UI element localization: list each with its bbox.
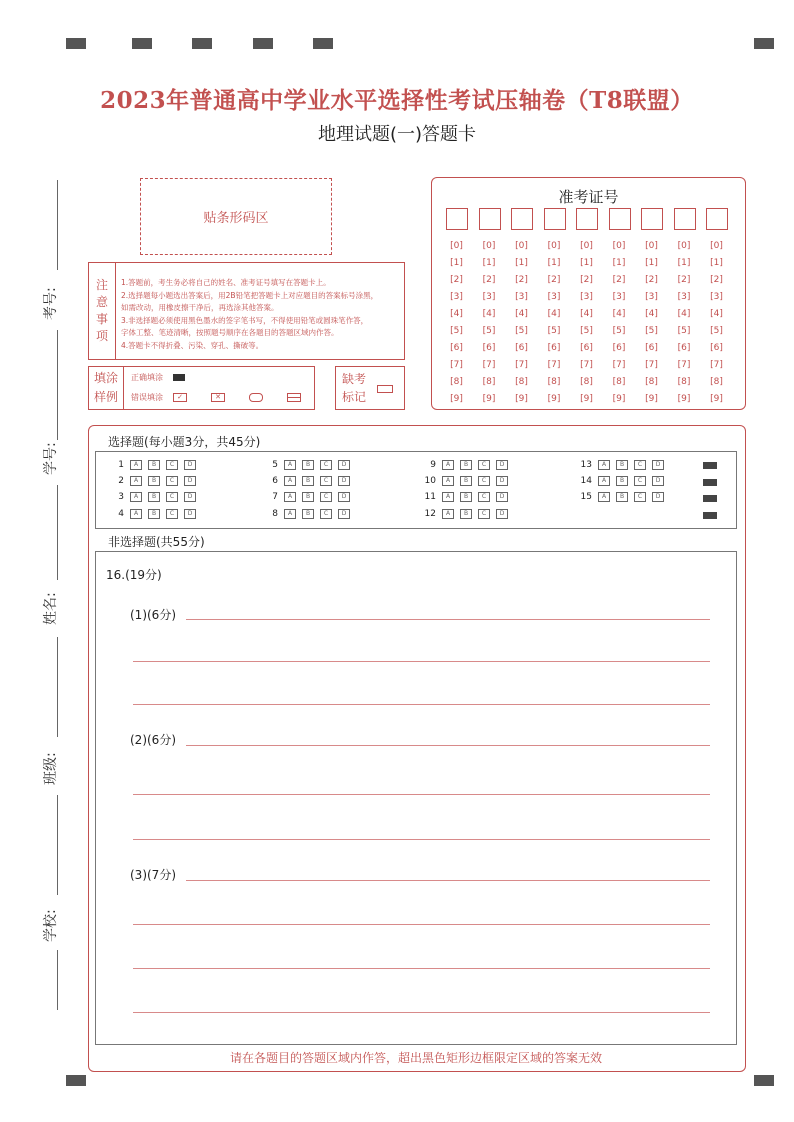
exam-digit-bubble[interactable]: [3] [547,292,561,302]
exam-digit-bubble[interactable]: [6] [580,343,593,353]
exam-number-write-box[interactable] [641,208,663,230]
exam-digit-bubble[interactable]: [5] [677,326,691,336]
option-bubble[interactable]: D [496,460,508,470]
subquestion-1-label: (1)(6分) [130,608,176,622]
fill-sample-heading: 填涂 样例 [89,367,124,409]
option-bubble[interactable]: A [442,509,454,519]
barcode-area [140,178,332,255]
question-number: 12 [424,509,436,519]
exam-digit-bubble[interactable]: [3] [612,292,626,302]
exam-digit-bubble[interactable]: [5] [580,326,593,336]
exam-digit-bubble[interactable]: [4] [612,309,626,319]
side-field-line [57,950,58,1010]
option-bubble[interactable]: C [166,492,178,502]
exam-digit-bubble[interactable]: [8] [580,377,593,387]
option-bubble[interactable]: B [616,460,628,470]
choice-question-row [108,492,202,502]
option-bubble[interactable]: D [338,476,350,486]
choice-question-row [420,476,514,486]
exam-digit-bubble[interactable]: [8] [450,377,463,387]
choice-question-row [262,509,356,519]
option-bubble[interactable]: B [616,476,628,486]
side-label-name: 姓名: [43,592,59,625]
nonchoice-answer-area [95,551,737,1045]
exam-digit-bubble[interactable]: [5] [612,326,626,336]
exam-digit-bubble[interactable]: [4] [515,309,528,319]
question-number: 7 [272,492,278,502]
choice-question-row [420,492,514,502]
answer-line[interactable] [186,880,710,881]
notice-box [88,262,405,360]
option-bubble[interactable]: D [184,460,196,470]
option-bubble[interactable]: B [460,460,472,470]
answer-line[interactable] [133,968,710,969]
choice-question-row [262,492,356,502]
exam-digit-bubble[interactable]: [7] [612,360,626,370]
exam-digit-bubble[interactable]: [1] [547,258,561,268]
option-bubble[interactable]: A [598,460,610,470]
exam-digit-bubble[interactable]: [3] [710,292,723,302]
timing-mark [754,1075,774,1086]
exam-digit-bubble[interactable]: [2] [645,275,658,285]
nonchoice-section-title: 非选择题(共55分) [108,535,205,549]
exam-number-write-box[interactable] [706,208,728,230]
option-bubble[interactable]: A [130,492,142,502]
exam-digit-bubble[interactable]: [1] [710,258,723,268]
answer-line[interactable] [133,1012,710,1013]
timing-block [703,462,717,469]
subquestion-3-label: (3)(7分) [130,868,176,882]
exam-digit-bubble[interactable]: [2] [677,275,691,285]
option-bubble[interactable]: D [496,476,508,486]
exam-digit-bubble[interactable]: [6] [677,343,691,353]
choice-question-row [420,509,514,519]
answer-line[interactable] [133,839,710,840]
wrong-fill-row: 错误填涂 ✓ ✕ [131,392,301,403]
side-field-line [57,637,58,737]
question-number: 13 [580,460,592,470]
exam-digit-bubble[interactable]: [1] [482,258,496,268]
exam-digit-bubble[interactable]: [0] [580,241,593,251]
exam-digit-bubble[interactable]: [4] [547,309,561,319]
option-bubble[interactable]: B [460,476,472,486]
absent-label: 缺考 标记 [342,372,367,404]
option-bubble[interactable]: B [302,476,314,486]
side-field-line [57,485,58,580]
option-bubble[interactable]: D [652,476,664,486]
exam-digit-bubble[interactable]: [3] [677,292,691,302]
exam-digit-bubble[interactable]: [6] [482,343,496,353]
option-bubble[interactable]: C [320,509,332,519]
choice-question-row [576,492,670,502]
exam-number-write-box[interactable] [511,208,533,230]
exam-digit-bubble[interactable]: [3] [450,292,463,302]
exam-digit-bubble[interactable]: [5] [450,326,463,336]
timing-mark [66,1075,86,1086]
exam-digit-bubble[interactable]: [3] [482,292,496,302]
choice-question-row [108,476,202,486]
side-field-line [57,795,58,895]
option-bubble[interactable]: C [478,460,490,470]
option-bubble[interactable]: A [130,509,142,519]
answer-line[interactable] [133,794,710,795]
question-number: 6 [272,476,278,486]
exam-digit-bubble[interactable]: [7] [645,360,658,370]
option-bubble[interactable]: D [338,509,350,519]
exam-digit-bubble[interactable]: [0] [482,241,496,251]
exam-number-write-box[interactable] [479,208,501,230]
exam-digit-bubble[interactable]: [7] [710,360,723,370]
exam-digit-bubble[interactable]: [0] [450,241,463,251]
option-bubble[interactable]: B [148,460,160,470]
answer-line[interactable] [186,745,710,746]
exam-digit-bubble[interactable]: [6] [450,343,463,353]
exam-digit-bubble[interactable]: [7] [482,360,496,370]
option-bubble[interactable]: C [634,492,646,502]
exam-digit-bubble[interactable]: [8] [645,377,658,387]
timing-mark [754,38,774,49]
option-bubble[interactable]: D [496,492,508,502]
exam-digit-bubble[interactable]: [9] [612,394,626,404]
exam-digit-bubble[interactable]: [4] [710,309,723,319]
option-bubble[interactable]: C [478,509,490,519]
option-bubble[interactable]: A [442,476,454,486]
option-bubble[interactable]: A [598,492,610,502]
exam-digit-bubble[interactable]: [8] [612,377,626,387]
exam-digit-bubble[interactable]: [9] [677,394,691,404]
exam-digit-bubble[interactable]: [3] [580,292,593,302]
option-bubble[interactable]: C [320,492,332,502]
option-bubble[interactable]: C [634,476,646,486]
exam-digit-bubble[interactable]: [5] [645,326,658,336]
exam-digit-bubble[interactable]: [9] [450,394,463,404]
timing-block [703,479,717,486]
absent-checkbox[interactable] [377,385,393,393]
exam-number-column [576,208,598,408]
option-bubble[interactable]: D [184,509,196,519]
exam-digit-bubble[interactable]: [7] [677,360,691,370]
option-bubble[interactable]: A [284,509,296,519]
exam-digit-bubble[interactable]: [4] [482,309,496,319]
option-bubble[interactable]: A [284,460,296,470]
exam-number-write-box[interactable] [544,208,566,230]
exam-digit-bubble[interactable]: [2] [482,275,496,285]
choice-section-title: 选择题(每小题3分，共45分) [108,435,261,449]
page-subtitle: 地理试题(一)答题卡 [317,124,477,145]
exam-digit-bubble[interactable]: [3] [645,292,658,302]
notice-heading: 注 意 事 项 [89,263,116,359]
option-bubble[interactable]: D [496,509,508,519]
choice-question-row [576,460,670,470]
exam-number-title: 准考证号 [558,188,619,206]
exam-digit-bubble[interactable]: [5] [710,326,723,336]
option-bubble[interactable]: C [166,460,178,470]
option-bubble[interactable]: B [460,492,472,502]
exam-digit-bubble[interactable]: [9] [710,394,723,404]
exam-digit-bubble[interactable]: [8] [547,377,561,387]
exam-digit-bubble[interactable]: [3] [515,292,528,302]
option-bubble[interactable]: D [338,460,350,470]
option-bubble[interactable]: B [616,492,628,502]
filled-mark-icon [173,374,185,381]
answer-line[interactable] [133,704,710,705]
exam-digit-bubble[interactable]: [1] [515,258,528,268]
exam-digit-bubble[interactable]: [9] [482,394,496,404]
exam-number-column [479,208,501,408]
exam-digit-bubble[interactable]: [8] [710,377,723,387]
option-bubble[interactable]: A [442,492,454,502]
side-label-class: 班级: [43,752,59,785]
exam-digit-bubble[interactable]: [6] [645,343,658,353]
exam-digit-bubble[interactable]: [7] [547,360,561,370]
question-number: 3 [118,492,124,502]
exam-digit-bubble[interactable]: [0] [677,241,691,251]
answer-line[interactable] [186,619,710,620]
cross-mark-icon: ✕ [211,393,225,402]
exam-digit-bubble[interactable]: [0] [645,241,658,251]
exam-digit-bubble[interactable]: [8] [482,377,496,387]
exam-digit-bubble[interactable]: [1] [677,258,691,268]
exam-number-write-box[interactable] [609,208,631,230]
option-bubble[interactable]: B [148,509,160,519]
question-number: 2 [118,476,124,486]
exam-digit-bubble[interactable]: [1] [645,258,658,268]
exam-digit-bubble[interactable]: [2] [612,275,626,285]
option-bubble[interactable]: A [284,476,296,486]
option-bubble[interactable]: C [634,460,646,470]
exam-number-column [706,208,728,408]
exam-digit-bubble[interactable]: [1] [450,258,463,268]
choice-question-row [262,460,356,470]
footer-warning: 请在各题目的答题区域内作答，超出黑色矩形边框限定区域的答案无效 [229,1051,602,1065]
exam-digit-bubble[interactable]: [9] [515,394,528,404]
exam-number-write-box[interactable] [446,208,468,230]
exam-digit-bubble[interactable]: [9] [645,394,658,404]
check-mark-icon: ✓ [173,393,187,402]
option-bubble[interactable]: C [166,476,178,486]
question-number: 8 [272,509,278,519]
question-number: 4 [118,509,124,519]
option-bubble[interactable]: D [184,492,196,502]
timing-mark [192,38,212,49]
line-mark-icon [287,393,301,402]
fill-sample-box [88,366,315,410]
barcode-label: 贴条形码区 [203,211,269,226]
correct-fill-row: 正确填涂 [131,372,185,383]
exam-digit-bubble[interactable]: [5] [547,326,561,336]
exam-digit-bubble[interactable]: [5] [515,326,528,336]
side-label-school: 学校: [43,909,59,942]
option-bubble[interactable]: B [148,492,160,502]
exam-number-column [674,208,696,408]
side-label-student-no: 学号: [43,442,59,475]
page-title: 2023年普通高中学业水平选择性考试压轴卷（T8联盟） [100,87,694,114]
choice-question-row [108,509,202,519]
exam-digit-bubble[interactable]: [6] [612,343,626,353]
question-number: 1 [118,460,124,470]
question-number: 9 [430,460,436,470]
option-bubble[interactable]: B [148,476,160,486]
exam-digit-bubble[interactable]: [2] [450,275,463,285]
exam-digit-bubble[interactable]: [1] [612,258,626,268]
choice-question-row [420,460,514,470]
exam-number-column [609,208,631,408]
question-number: 15 [580,492,592,502]
partial-mark-icon [249,393,263,402]
option-bubble[interactable]: C [320,476,332,486]
side-label-exam-no: 考号: [43,287,59,320]
choice-question-row [262,476,356,486]
notice-text: 1.答题前，考生务必将自己的姓名、准考证号填写在答题卡上。 2.选择题每小题选出答案后，用2B铅笔把答题卡上对应题目的答案标号涂黑， 如需改动，用橡皮擦干净后，再选涂其他答案。 3.非选择题必须使用黑色墨水的签字笔书写，不得使用铅笔或圆珠笔作答， 字体工整、笔迹清晰，按照题号顺序在各题目的答题区域内作答。 4.答题卡不得折叠、污染、穿孔、撕破等。 [121,278,379,350]
option-bubble[interactable]: C [478,476,490,486]
exam-digit-bubble[interactable]: [4] [450,309,463,319]
exam-digit-bubble[interactable]: [2] [547,275,561,285]
timing-mark [313,38,333,49]
exam-digit-bubble[interactable]: [0] [547,241,561,251]
exam-digit-bubble[interactable]: [4] [645,309,658,319]
option-bubble[interactable]: D [652,460,664,470]
question-16-label: 16.(19分) [106,568,162,582]
exam-digit-bubble[interactable]: [6] [515,343,528,353]
exam-number-column [446,208,468,408]
exam-number-column [544,208,566,408]
choice-question-row [108,460,202,470]
option-bubble[interactable]: B [302,460,314,470]
exam-digit-bubble[interactable]: [9] [580,394,593,404]
option-bubble[interactable]: D [338,492,350,502]
exam-digit-bubble[interactable]: [4] [580,309,593,319]
exam-digit-bubble[interactable]: [4] [677,309,691,319]
exam-digit-bubble[interactable]: [7] [450,360,463,370]
exam-digit-bubble[interactable]: [8] [515,377,528,387]
option-bubble[interactable]: A [442,460,454,470]
exam-number-column [641,208,663,408]
timing-mark [66,38,86,49]
answer-line[interactable] [133,924,710,925]
option-bubble[interactable]: A [284,492,296,502]
option-bubble[interactable]: D [184,476,196,486]
absent-mark-box [335,366,405,410]
option-bubble[interactable]: B [460,509,472,519]
exam-digit-bubble[interactable]: [0] [612,241,626,251]
exam-digit-bubble[interactable]: [2] [710,275,723,285]
exam-digit-bubble[interactable]: [0] [515,241,528,251]
question-number: 10 [424,476,436,486]
subquestion-2-label: (2)(6分) [130,733,176,747]
option-bubble[interactable]: A [598,476,610,486]
exam-number-column [511,208,533,408]
exam-digit-bubble[interactable]: [8] [677,377,691,387]
exam-digit-bubble[interactable]: [7] [580,360,593,370]
timing-block [703,495,717,502]
choice-question-row [576,476,670,486]
option-bubble[interactable]: A [130,476,142,486]
option-bubble[interactable]: C [478,492,490,502]
exam-digit-bubble[interactable]: [9] [547,394,561,404]
exam-digit-bubble[interactable]: [2] [580,275,593,285]
option-bubble[interactable]: B [302,492,314,502]
timing-mark [132,38,152,49]
exam-digit-bubble[interactable]: [7] [515,360,528,370]
exam-digit-bubble[interactable]: [0] [710,241,723,251]
option-bubble[interactable]: A [130,460,142,470]
exam-digit-bubble[interactable]: [6] [710,343,723,353]
option-bubble[interactable]: C [166,509,178,519]
exam-number-write-box[interactable] [576,208,598,230]
side-field-line [57,330,58,440]
exam-digit-bubble[interactable]: [5] [482,326,496,336]
option-bubble[interactable]: D [652,492,664,502]
exam-number-box [431,177,746,410]
side-field-line [57,180,58,270]
exam-digit-bubble[interactable]: [2] [515,275,528,285]
option-bubble[interactable]: B [302,509,314,519]
timing-block [703,512,717,519]
exam-digit-bubble[interactable]: [1] [580,258,593,268]
question-number: 5 [272,460,278,470]
option-bubble[interactable]: C [320,460,332,470]
timing-mark [253,38,273,49]
question-number: 11 [424,492,436,502]
answer-line[interactable] [133,661,710,662]
exam-number-write-box[interactable] [674,208,696,230]
exam-digit-bubble[interactable]: [6] [547,343,561,353]
question-number: 14 [580,476,592,486]
